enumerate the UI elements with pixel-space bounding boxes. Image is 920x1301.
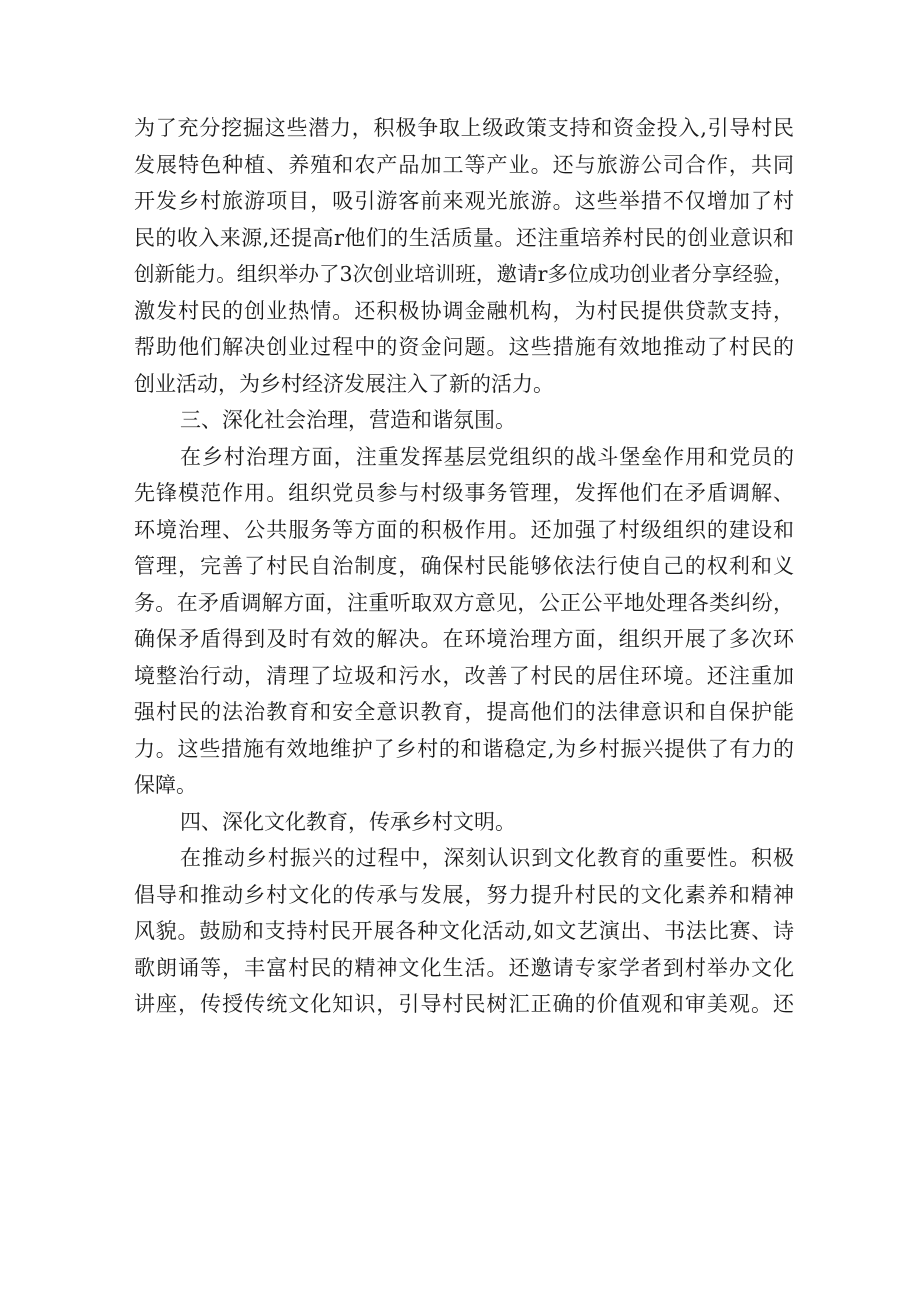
- section-heading: 三、深化社会治理，营造和谐氛围。: [180, 408, 516, 432]
- text-line: 务。在矛盾调解方面，注重听取双方意见，公正公平地处理各类纠纷，: [134, 590, 794, 615]
- section-heading: 四、深化文化教育，传承乡村文明。: [180, 809, 516, 834]
- document-body: [134, 110, 794, 1023]
- text-line: 风貌。鼓励和支持村民开展各种文化活动,如文艺演出、书法比赛、诗: [134, 919, 794, 943]
- paragraph-first-line: 在乡村治理方面，注重发挥基层党组织的战斗堡垒作用和党员的: [180, 444, 794, 469]
- text-line: 先锋模范作用。组织党员参与村级事务管理，发挥他们在矛盾调解、: [134, 481, 794, 505]
- text-line: 开发乡村旅游项目，吸引游客前来观光旅游。这些举措不仅增加了村: [134, 189, 794, 213]
- paragraph-end-line: 创业活动，为乡村经济发展注入了新的活力。: [134, 371, 554, 396]
- text-line: 歌朗诵等，丰富村民的精神文化生活。还邀请专家学者到村举办文化: [134, 955, 794, 980]
- text-line: 力。这些措施有效地维护了乡村的和谐稳定,为乡村振兴提供了有力的: [134, 736, 794, 761]
- text-line: 讲座，传授传统文化知识，引导村民树汇正确的价值观和审美观。还: [134, 992, 794, 1016]
- text-line: 为了充分挖掘这些潜力，积极争取上级政策支持和资金投入,引导村民: [134, 116, 794, 140]
- text-line: 民的收入来源,还提高r他们的生活质量。还注重培养村民的创业意识和: [134, 225, 794, 250]
- paragraph-first-line: 在推动乡村振兴的过程中，深刻认识到文化教育的重要性。积极: [180, 846, 794, 870]
- text-line: 帮助他们解决创业过程中的资金问题。这些措施有效地推动了村民的: [134, 335, 794, 359]
- text-line: 创新能力。组织举办了3次创业培训班，邀请r多位成功创业者分享经验，: [134, 262, 794, 286]
- text-line: 激发村民的创业热情。还积极协调金融机构，为村民提供贷款支持，: [134, 298, 794, 323]
- text-line: 管理，完善了村民自治制度，确保村民能够依法行使自己的权利和义: [134, 554, 794, 578]
- paragraph-end-line: 保障。: [134, 773, 197, 797]
- text-line: 环境治理、公共服务等方面的积极作用。还加强了村级组织的建设和: [134, 517, 794, 542]
- text-line: 确保矛盾得到及时有效的解决。在环境治理方面，组织开展了多次环: [134, 627, 794, 651]
- text-line: 境整治行动，清理了垃圾和污水，改善了村民的居住环境。还注重加: [134, 663, 794, 688]
- text-line: 倡导和推动乡村文化的传承与发展，努力提升村民的文化素养和精神: [134, 882, 794, 907]
- text-line: 发展特色种植、养殖和农产品加工等产业。还与旅游公司合作，共同: [134, 152, 794, 177]
- text-line: 强村民的法治教育和安全意识教育，提高他们的法律意识和自保护能: [134, 700, 794, 724]
